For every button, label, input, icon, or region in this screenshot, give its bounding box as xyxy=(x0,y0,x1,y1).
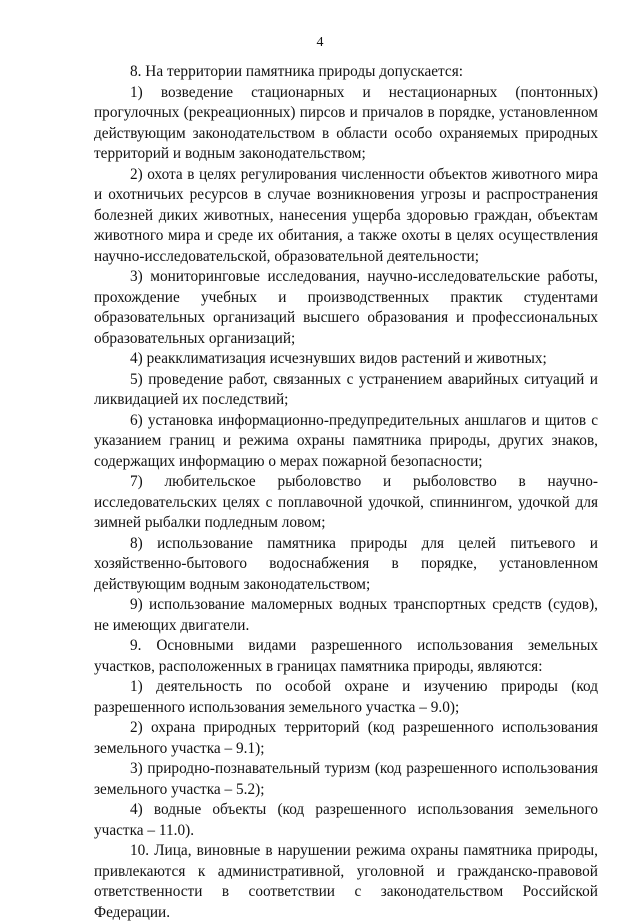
page-number: 4 xyxy=(316,35,324,50)
document-body xyxy=(94,62,598,923)
paragraph: 9) использование маломерных водных транспортных средств (судов), не имеющих двигатели. xyxy=(94,596,598,634)
paragraph: 4) реакклиматизация исчезнувших видов растений и животных; xyxy=(130,350,547,367)
paragraph: 6) установка информационно-предупредительных аншлагов и щитов с указанием границ и режима охраны памятника природы, других знаков, содержащих информацию о мерах пожарной безопасности; xyxy=(94,411,598,470)
paragraph: 8) использование памятника природы для целей питьевого и хозяйственно-бытового водоснабжения в порядке, установленном действующим водным законодательством; xyxy=(94,534,598,593)
paragraph: 7) любительское рыболовство и рыболовство в научно-исследовательских целях с поплавочной удочкой, спиннингом, удочкой для зимней рыбалки подледным ловом; xyxy=(94,473,598,531)
paragraph: 10. Лица, виновные в нарушении режима охраны памятника природы, привлекаются к административной, уголовной и гражданско-правовой ответственности в соответствии с законодательством Российской Федерации. xyxy=(94,842,598,921)
paragraph: 3) мониторинговые исследования, научно-исследовательские работы, прохождение учебных и производственных практик студентами образовательных организаций высшего образования и профессиональных образовательных организаций; xyxy=(94,268,598,347)
paragraph: 3) природно-познавательный туризм (код разрешенного использования земельного участка – 5.2); xyxy=(94,760,598,798)
paragraph: 4) водные объекты (код разрешенного использования земельного участка – 11.0). xyxy=(94,801,598,839)
paragraph: 5) проведение работ, связанных с устранением аварийных ситуаций и ликвидацией их последствий; xyxy=(94,370,598,408)
paragraph: 2) охрана природных территорий (код разрешенного использования земельного участка – 9.1); xyxy=(94,719,598,757)
paragraph: 1) возведение стационарных и нестационарных (понтонных) прогулочных (рекреационных) пирсов и причалов в порядке, установленном действующим законодательством в области особо охраняемых природных территорий и водным законодательством; xyxy=(94,83,598,162)
paragraph: 2) охота в целях регулирования численности объектов животного мира и охотничьих ресурсов в случае возникновения угрозы и распространения болезней диких животных, нанесения ущерба здоровью граждан, объектам животного мира и среде их обитания, а также охоты в целях осуществления научно-исследовательской, образовательной деятельности; xyxy=(94,165,598,265)
paragraph: 1) деятельность по особой охране и изучению природы (код разрешенного использования земельного участка – 9.0); xyxy=(94,678,598,716)
paragraph: 9. Основными видами разрешенного использования земельных участков, расположенных в границах памятника природы, являются: xyxy=(94,637,598,675)
paragraph: 8. На территории памятника природы допускается: xyxy=(130,63,463,80)
